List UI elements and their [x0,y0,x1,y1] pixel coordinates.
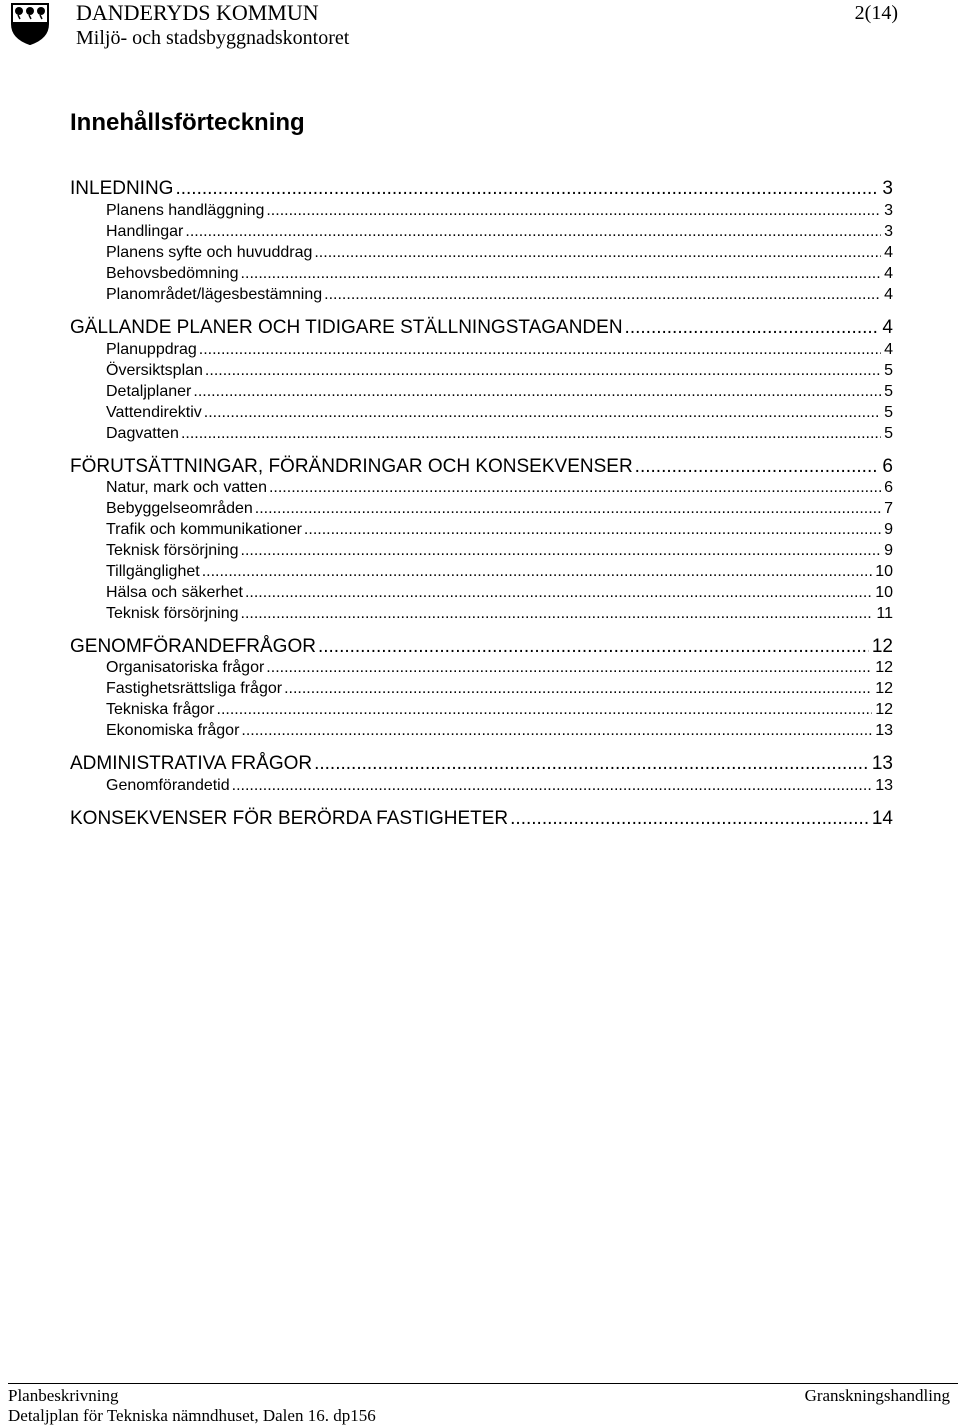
page-header [0,0,960,60]
toc-entry-label: Organisatoriska frågor [106,659,265,676]
toc-dot-leader [255,499,881,519]
toc-subsection-entry[interactable] [106,403,893,425]
toc-entry-label: FÖRUTSÄTTNINGAR, FÖRÄNDRINGAR OCH KONSEKVENSER [70,456,633,477]
toc-entry-label: Planens syfte och huvuddrag [106,244,313,261]
toc-page-number: 7 [884,500,893,517]
toc-dot-leader [205,361,881,381]
toc-page-number: 4 [884,244,893,261]
toc-entry-label: Dagvatten [106,425,179,442]
toc-page-number: 5 [884,404,893,421]
footer-plan-name: Detaljplan för Tekniska nämndhuset, Dalen 16. dp156 [8,1406,376,1425]
toc-entry-label: Tillgänglighet [106,563,200,580]
toc-subsection-entry[interactable] [106,520,893,542]
toc-entry-label: KONSEKVENSER FÖR BERÖRDA FASTIGHETER [70,808,509,829]
toc-page-number: 12 [875,659,893,676]
footer-status: Granskningshandling [804,1386,950,1405]
toc-dot-leader [314,753,869,775]
toc-entry-label: Teknisk försörjning [106,542,239,559]
toc-dot-leader [193,382,881,402]
toc-dot-leader [266,658,872,678]
toc-dot-leader [175,178,879,200]
toc-dot-leader [241,541,882,561]
toc-dot-leader [181,424,881,444]
toc-subsection-entry[interactable] [106,679,893,701]
toc-entry-label: Teknisk försörjning [106,605,239,622]
toc-subsection-entry[interactable] [106,201,893,223]
toc-page-number: 9 [884,542,893,559]
toc-subsection-entry[interactable] [106,541,893,563]
toc-section-entry[interactable] [70,808,893,830]
toc-dot-leader [635,456,880,478]
toc-entry-label: Vattendirektiv [106,404,202,421]
toc-dot-leader [185,222,881,242]
toc-page-number: 13 [871,753,893,774]
toc-page-number: 10 [875,584,893,601]
toc-entry-label: Detaljplaner [106,383,192,400]
toc-page-number: 6 [884,479,893,496]
toc-entry-label: Trafik och kommunikationer [106,521,302,538]
toc-section-entry[interactable] [70,317,893,339]
toc-page-number: 3 [884,202,893,219]
toc-subsection-entry[interactable] [106,604,893,626]
toc-entry-label: Ekonomiska frågor [106,722,240,739]
toc-entry-label: Bebyggelseområden [106,500,253,517]
toc-subsection-entry[interactable] [106,499,893,521]
toc-entry-label: Planuppdrag [106,341,197,358]
toc-dot-leader [241,604,874,624]
toc-page-number: 13 [875,777,893,794]
toc-subsection-entry[interactable] [106,222,893,244]
toc-dot-leader [625,317,880,339]
toc-dot-leader [241,721,872,741]
toc-dot-leader [202,562,873,582]
toc-subsection-entry[interactable] [106,243,893,265]
toc-subsection-entry[interactable] [106,700,893,722]
toc-section-entry[interactable] [70,753,893,775]
toc-dot-leader [510,808,869,830]
toc-dot-leader [284,679,872,699]
municipal-coat-of-arms-icon [10,2,50,46]
toc-entry-label: Behovsbedömning [106,265,239,282]
toc-dot-leader [304,520,881,540]
toc-entry-label: Natur, mark och vatten [106,479,267,496]
toc-section-entry[interactable] [70,456,893,478]
toc-dot-leader [199,340,881,360]
footer-document-type: Planbeskrivning [8,1386,119,1405]
toc-entry-label: Handlingar [106,223,184,240]
toc-subsection-entry[interactable] [106,583,893,605]
toc-subsection-entry[interactable] [106,562,893,584]
toc-dot-leader [324,285,881,305]
toc-entry-label: Tekniska frågor [106,701,215,718]
toc-title: Innehållsförteckning [70,109,305,136]
toc-page-number: 11 [876,605,893,622]
toc-page-number: 9 [884,521,893,538]
toc-subsection-entry[interactable] [106,340,893,362]
toc-dot-leader [269,478,881,498]
toc-subsection-entry[interactable] [106,658,893,680]
toc-page-number: 6 [882,456,893,477]
toc-dot-leader [245,583,872,603]
organization-name: DANDERYDS KOMMUN [76,0,319,25]
toc-subsection-entry[interactable] [106,361,893,383]
toc-dot-leader [232,776,873,796]
toc-subsection-entry[interactable] [106,721,893,743]
toc-page-number: 10 [875,563,893,580]
toc-page-number: 12 [875,680,893,697]
toc-page-number: 12 [871,636,893,657]
toc-page-number: 5 [884,362,893,379]
toc-dot-leader [204,403,881,423]
toc-page-number: 3 [884,223,893,240]
department-name: Miljö- och stadsbyggnadskontoret [76,27,350,49]
toc-subsection-entry[interactable] [106,776,893,798]
toc-section-entry[interactable] [70,178,893,200]
toc-dot-leader [314,243,881,263]
toc-subsection-entry[interactable] [106,382,893,404]
footer-divider [8,1383,958,1384]
toc-page-number: 4 [884,341,893,358]
toc-entry-label: Planens handläggning [106,202,265,219]
toc-entry-label: Hälsa och säkerhet [106,584,243,601]
toc-dot-leader [217,700,873,720]
toc-entry-label: Fastighetsrättsliga frågor [106,680,283,697]
toc-subsection-entry[interactable] [106,285,893,307]
toc-entry-label: Genomförandetid [106,777,230,794]
toc-subsection-entry[interactable] [106,264,893,286]
toc-entry-label: GENOMFÖRANDEFRÅGOR [70,636,316,657]
toc-entry-label: ADMINISTRATIVA FRÅGOR [70,753,313,774]
page-indicator: 2(14) [854,2,898,24]
toc-page-number: 3 [882,178,893,199]
toc-page-number: 12 [875,701,893,718]
toc-page-number: 5 [884,383,893,400]
toc-dot-leader [318,636,869,658]
toc-dot-leader [266,201,881,221]
toc-page-number: 13 [875,722,893,739]
toc-entry-label: GÄLLANDE PLANER OCH TIDIGARE STÄLLNINGSTAGANDEN [70,317,623,338]
toc-dot-leader [241,264,882,284]
toc-subsection-entry[interactable] [106,478,893,500]
toc-entry-label: INLEDNING [70,178,174,199]
toc-entry-label: Översiktsplan [106,362,203,379]
toc-page-number: 4 [884,286,893,303]
toc-subsection-entry[interactable] [106,424,893,446]
toc-page-number: 4 [884,265,893,282]
toc-page-number: 5 [884,425,893,442]
toc-section-entry[interactable] [70,636,893,658]
toc-entry-label: Planområdet/lägesbestämning [106,286,323,303]
toc-page-number: 4 [882,317,893,338]
toc-page-number: 14 [871,808,893,829]
